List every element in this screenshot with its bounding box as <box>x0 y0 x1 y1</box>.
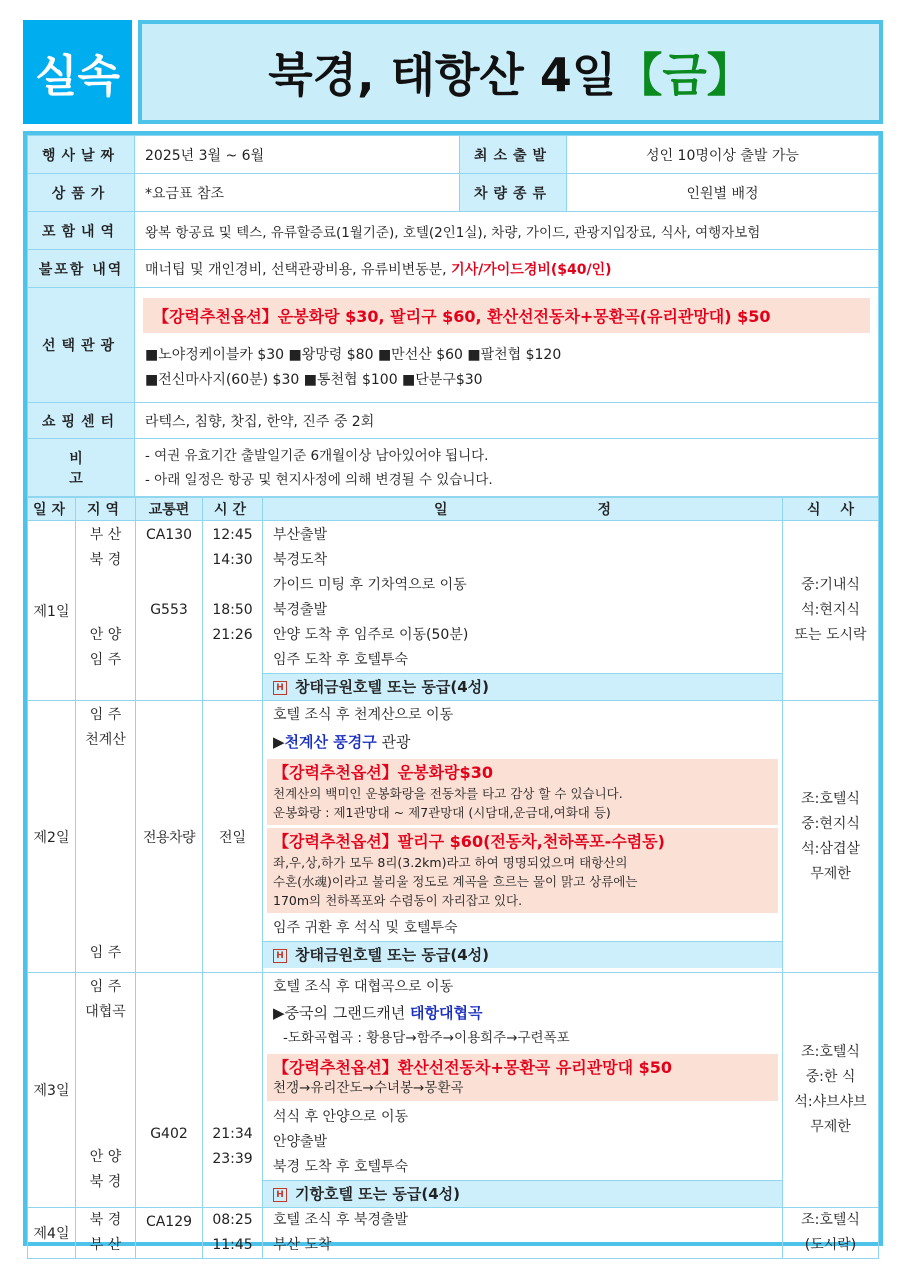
min-departure-value: 성인 10명이상 출발 가능 <box>567 136 879 174</box>
hotel-icon: H <box>273 1188 287 1202</box>
schedule-header <box>28 498 879 521</box>
day1-schedule-line: 북경출발 <box>273 602 328 618</box>
day1-time: 14:30 <box>212 552 253 568</box>
price-value: *요금표 참조 <box>135 174 460 212</box>
info-table <box>27 135 879 497</box>
day2-row <box>28 701 879 973</box>
day4-label: 제4일 <box>28 1208 76 1259</box>
day3-time: 21:34 <box>212 1126 253 1142</box>
day4-meal: (도시락) <box>804 1237 857 1253</box>
day3-meal: 무제한 <box>810 1119 851 1135</box>
day2-hotel-name: 창태금원호텔 또는 동급(4성) <box>295 946 489 964</box>
day4-time: 11:45 <box>212 1237 253 1253</box>
itinerary-frame <box>23 131 883 1253</box>
day2-option-2 <box>267 828 778 913</box>
day2-sight-suffix: 관광 <box>376 733 411 751</box>
day2-schedule-line: 호텔 조식 후 천계산으로 이동 <box>273 707 454 723</box>
day1-transport: CA130 <box>145 527 193 543</box>
day2-meal: 무제한 <box>810 865 851 882</box>
hotel-icon: H <box>273 949 287 963</box>
day1-place: 북 경 <box>89 552 122 568</box>
day4-place: 북 경 <box>89 1212 122 1228</box>
day1-label: 제1일 <box>28 521 76 701</box>
day2-meal: 조:호텔식 <box>801 790 860 807</box>
day3-transport: G402 <box>150 1126 188 1142</box>
day2-label: 제2일 <box>28 701 76 973</box>
day2-option-2-desc: 수혼(水魂)이라고 불리울 정도로 계곡을 흐르는 물이 맑고 상류에는 <box>273 874 638 889</box>
day1-place: 부 산 <box>89 527 122 543</box>
title-bracket-right: 】 <box>706 48 753 102</box>
exclude-label: 불포함 내역 <box>28 250 135 288</box>
day2-option-2-title: 【강력추천옵션】팔리구 $60(전동차,천하폭포-수렴동) <box>273 832 665 851</box>
day1-schedule-line: 안양 도착 후 임주로 이동(50분) <box>273 627 469 643</box>
shopping-label: 쇼핑센터 <box>28 403 135 439</box>
day1-hotel-name: 창태금원호텔 또는 동급(4성) <box>295 678 489 696</box>
day1-transport: G553 <box>150 602 188 618</box>
exclude-value <box>135 250 879 288</box>
day2-option-2-desc: 좌,우,상,하가 모두 8리(3.2km)라고 하여 명명되었으며 태항산의 <box>273 855 628 870</box>
day1-schedule-line: 북경도착 <box>273 552 328 568</box>
day3-meal: 중:한 식 <box>805 1069 856 1085</box>
include-label: 포함내역 <box>28 212 135 250</box>
header-meal: 식사 <box>783 498 879 521</box>
day3-schedule-line: 안양출발 <box>273 1134 328 1150</box>
schedule-table <box>27 497 879 1259</box>
title-main: 북경, 태항산 4일 <box>268 48 617 102</box>
title-accent: 금 <box>662 48 707 102</box>
day4-meal: 조:호텔식 <box>801 1212 860 1228</box>
day3-meal: 조:호텔식 <box>801 1044 860 1060</box>
day3-place: 북 경 <box>89 1174 122 1190</box>
day4-schedule-line: 호텔 조식 후 북경출발 <box>273 1212 409 1228</box>
day3-sight-prefix: ▶중국의 그랜드캐년 <box>273 1004 410 1022</box>
day3-sightseeing <box>263 1000 782 1026</box>
day1-row <box>28 521 879 701</box>
title-bracket-left: 【 <box>616 48 663 102</box>
shopping-value: 라텍스, 침향, 찻집, 한약, 진주 중 2회 <box>135 403 879 439</box>
day2-option-1-desc: 운봉화랑 : 제1관망대 ~ 제7관망대 (시담대,운금대,여화대 등) <box>273 805 611 820</box>
day1-place: 임 주 <box>89 652 122 668</box>
hotel-icon: H <box>273 681 287 695</box>
day4-time: 08:25 <box>212 1212 253 1228</box>
exclude-guide-fee: 기사/가이드경비($40/인) <box>451 261 612 278</box>
day2-place: 임 주 <box>89 707 122 723</box>
day4-place: 부 산 <box>89 1237 122 1253</box>
day1-time: 21:26 <box>212 627 253 643</box>
day3-place: 임 주 <box>89 979 122 995</box>
note-value <box>135 439 879 497</box>
day3-option <box>267 1054 778 1101</box>
day2-arrow: ▶ <box>273 733 285 751</box>
day3-place: 대협곡 <box>85 1004 126 1020</box>
option-line-1: ■노야정케이블카 $30 ■왕망령 $80 ■만선산 $60 ■팔천협 $120 <box>145 346 562 363</box>
day3-option-desc: 천갱→유리잔도→수녀봉→몽환곡 <box>273 1080 464 1096</box>
day2-option-2-desc: 170m의 천하폭포와 수렴동이 자리잡고 있다. <box>273 893 523 908</box>
page-title <box>138 20 883 124</box>
day4-transport: CA129 <box>136 1208 203 1259</box>
day2-place-end: 임 주 <box>89 945 122 961</box>
day2-option-1-title: 【강력추천옵션】운봉화랑$30 <box>273 763 493 782</box>
day3-time: 23:39 <box>212 1151 253 1167</box>
date-label: 행사날짜 <box>28 136 135 174</box>
header-day: 일자 <box>28 498 76 521</box>
day1-schedule-line: 가이드 미팅 후 기차역으로 이동 <box>273 577 467 593</box>
day3-sight-name: 태항대협곡 <box>410 1004 483 1022</box>
day2-sight-name: 천계산 풍경구 <box>284 733 377 751</box>
option-highlight: 【강력추천옵션】운봉화랑 $30, 팔리구 $60, 환산선전동차+몽환곡(유리관망대) $50 <box>143 298 870 333</box>
day3-schedule-line: -도화곡협곡 : 황용담→함주→이용희주→구련폭포 <box>283 1030 570 1046</box>
note-2: - 아래 일정은 항공 및 현지사정에 의해 변경될 수 있습니다. <box>145 471 493 488</box>
day3-hotel <box>263 1180 782 1207</box>
date-value: 2025년 3월 ~ 6월 <box>135 136 460 174</box>
day2-time: 전일 <box>203 701 263 973</box>
header-schedule: 일정 <box>263 498 783 521</box>
day1-meal: 또는 도시락 <box>794 627 867 643</box>
day3-row <box>28 973 879 1208</box>
day3-schedule-line: 북경 도착 후 호텔투숙 <box>273 1159 409 1175</box>
vehicle-value: 인원별 배정 <box>567 174 879 212</box>
day1-hotel <box>263 673 782 700</box>
vehicle-label: 차량종류 <box>460 174 567 212</box>
day3-hotel-name: 기항호텔 또는 동급(4성) <box>295 1185 461 1203</box>
day1-schedule-line: 임주 도착 후 호텔투숙 <box>273 652 409 668</box>
day3-meal: 석:샤브샤브 <box>794 1094 867 1110</box>
day2-meal: 중:현지식 <box>801 815 860 832</box>
exclude-text: 매너팁 및 개인경비, 선택관광비용, 유류비변동분, <box>145 261 447 278</box>
min-departure-label: 최소출발 <box>460 136 567 174</box>
day2-option-1-desc: 천계산의 백미인 운봉화랑을 전동차를 타고 감상 할 수 있습니다. <box>273 786 623 801</box>
day1-time: 12:45 <box>212 527 253 543</box>
day1-schedule-line: 부산출발 <box>273 527 328 543</box>
day2-sightseeing <box>263 728 782 756</box>
header-transport: 교통편 <box>136 498 203 521</box>
day1-meal: 석:현지식 <box>801 602 860 618</box>
include-value: 왕복 항공료 및 텍스, 유류할증료(1월기준), 호텔(2인1실), 차량, 가이드, 관광지입장료, 식사, 여행자보험 <box>135 212 879 250</box>
day1-time: 18:50 <box>212 602 253 618</box>
day3-schedule-line: 석식 후 안양으로 이동 <box>273 1109 409 1125</box>
price-label: 상품가 <box>28 174 135 212</box>
product-type-badge: 실속 <box>23 20 132 124</box>
day4-schedule-line: 부산 도착 <box>273 1237 332 1253</box>
note-1: - 여권 유효기간 출발일기준 6개월이상 남아있어야 됩니다. <box>145 447 489 464</box>
option-label: 선택관광 <box>28 288 135 403</box>
day2-option-1 <box>267 759 778 825</box>
day3-option-title: 【강력추천옵션】환산선전동차+몽환곡 유리관망대 $50 <box>273 1058 673 1077</box>
day1-place: 안 양 <box>89 627 122 643</box>
day1-meal: 중:기내식 <box>801 577 860 593</box>
day2-hotel <box>263 941 782 968</box>
day2-place: 천계산 <box>85 732 126 748</box>
header-place: 지역 <box>76 498 136 521</box>
day3-place: 안 양 <box>89 1149 122 1165</box>
option-line-2: ■전신마사지(60분) $30 ■통천협 $100 ■단분구$30 <box>145 371 483 388</box>
note-label: 비고 <box>28 439 135 497</box>
day2-meal: 석:삼겹살 <box>801 840 860 857</box>
day2-schedule-line: 임주 귀환 후 석식 및 호텔투숙 <box>273 920 458 936</box>
header-time: 시간 <box>203 498 263 521</box>
day4-row <box>28 1208 879 1259</box>
day2-transport: 전용차량 <box>136 701 203 973</box>
day3-label: 제3일 <box>28 973 76 1208</box>
option-value <box>135 288 879 403</box>
day3-schedule-line: 호텔 조식 후 대협곡으로 이동 <box>273 979 454 995</box>
